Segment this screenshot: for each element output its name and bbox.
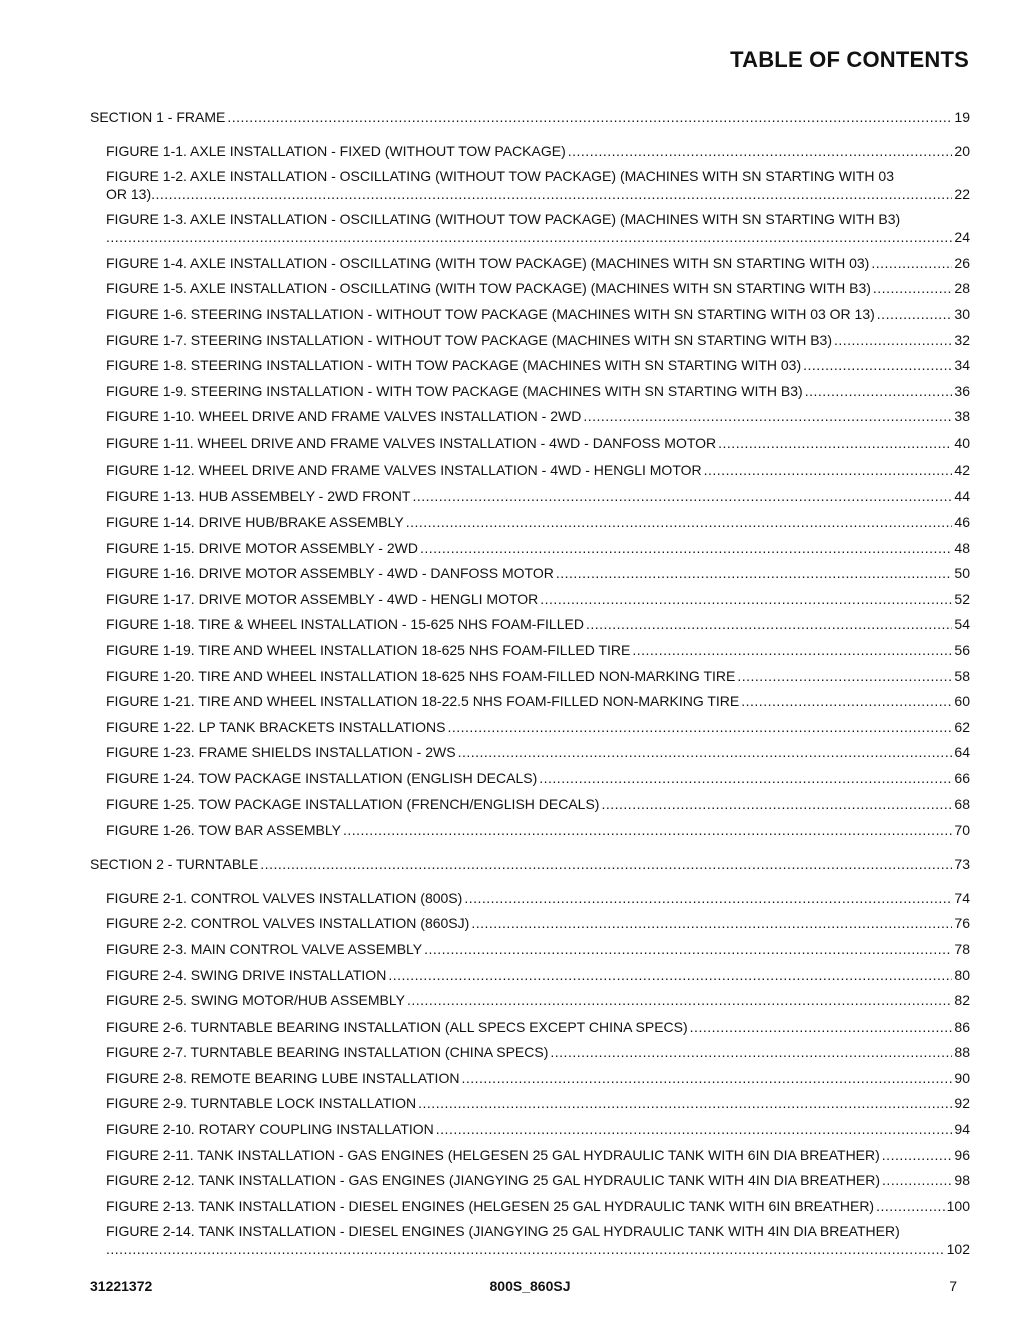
toc-entry-label[interactable]: FIGURE 2-14. TANK INSTALLATION - DIESEL ENGINES (JIANGYING 25 GAL HYDRAULIC TANK WITH 4IN DIA BREATHER) (106, 1223, 900, 1239)
toc-entry-label: FIGURE 1-14. DRIVE HUB/BRAKE ASSEMBLY (106, 514, 404, 530)
dot-leader (556, 565, 953, 582)
toc-entry-label: FIGURE 1-15. DRIVE MOTOR ASSEMBLY - 2WD (106, 540, 418, 556)
toc-entry-page: 44 (954, 488, 970, 504)
toc-entry-page: 30 (954, 306, 970, 322)
toc-entry-label: FIGURE 1-4. AXLE INSTALLATION - OSCILLATING (WITH TOW PACKAGE) (MACHINES WITH SN STARTING WITH 03) (106, 255, 870, 271)
dot-leader (834, 332, 952, 349)
dot-leader (873, 280, 953, 297)
toc-figure-entry[interactable] (106, 642, 970, 659)
dot-leader (447, 719, 952, 736)
toc-figure-entry[interactable] (106, 565, 970, 582)
toc-entry-label: FIGURE 2-4. SWING DRIVE INSTALLATION (106, 967, 387, 983)
dot-leader (260, 856, 952, 873)
toc-entry-page: 100 (946, 1198, 970, 1214)
toc-entry-label: FIGURE 1-13. HUB ASSEMBELY - 2WD FRONT (106, 488, 411, 504)
toc-entry-label: FIGURE 1-7. STEERING INSTALLATION - WITHOUT TOW PACKAGE (MACHINES WITH SN STARTING WITH B3) (106, 332, 832, 348)
toc-entry-label: FIGURE 1-25. TOW PACKAGE INSTALLATION (FRENCH/ENGLISH DECALS) (106, 796, 600, 812)
dot-leader (461, 1070, 952, 1087)
toc-figure-entry[interactable] (106, 822, 970, 839)
toc-entry-page: 76 (954, 915, 970, 931)
toc-figure-entry[interactable] (106, 992, 970, 1009)
toc-figure-entry[interactable] (106, 693, 970, 710)
toc-entry-page: 52 (954, 591, 970, 607)
toc-entry-page: 58 (954, 668, 970, 684)
toc-figure-entry[interactable] (106, 306, 970, 323)
toc-figure-entry[interactable] (106, 1172, 970, 1189)
toc-figure-entry[interactable] (106, 1070, 970, 1087)
toc-figure-entry[interactable] (106, 332, 970, 349)
toc-entry-label: FIGURE 1-11. WHEEL DRIVE AND FRAME VALVES INSTALLATION ‐ 4WD - DANFOSS MOTOR (106, 435, 717, 451)
toc-entry-label[interactable]: FIGURE 1-2. AXLE INSTALLATION - OSCILLATING (WITHOUT TOW PACKAGE) (MACHINES WITH SN STARTING WITH 03 (106, 168, 894, 184)
toc-figure-entry[interactable] (106, 796, 970, 813)
toc-entry-page: 66 (954, 770, 970, 786)
toc-entry-page: 26 (954, 255, 970, 271)
dot-leader (690, 1019, 953, 1036)
toc-entry-page: 40 (954, 435, 970, 451)
dot-leader (418, 1095, 952, 1112)
toc-entry-label: FIGURE 2-5. SWING MOTOR/HUB ASSEMBLY (106, 992, 405, 1008)
toc-entry-page: 98 (954, 1172, 970, 1188)
dot-leader (550, 1044, 952, 1061)
toc-entry-label: FIGURE 1-19. TIRE AND WHEEL INSTALLATION 18-625 NHS FOAM-FILLED TIRE (106, 642, 631, 658)
toc-entry-page: 20 (954, 143, 970, 159)
dot-leader (388, 967, 952, 984)
dot-leader (737, 668, 952, 685)
toc-entry-page: 73 (954, 856, 970, 872)
toc-entry-page: 90 (954, 1070, 970, 1086)
toc-entry-page: 19 (954, 109, 970, 125)
toc-entry-page: 80 (954, 967, 970, 983)
toc-figure-entry[interactable] (106, 383, 970, 400)
toc-entry-page: 46 (954, 514, 970, 530)
dot-leader (882, 1147, 953, 1164)
toc-entry-page: 22 (954, 186, 970, 202)
toc-entry-label: FIGURE 2-7. TURNTABLE BEARING INSTALLATION (CHINA SPECS) (106, 1044, 549, 1060)
toc-entry-label[interactable]: FIGURE 1-3. AXLE INSTALLATION - OSCILLATING (WITHOUT TOW PACKAGE) (MACHINES WITH SN STARTING WITH B3) (106, 211, 901, 227)
dot-leader (632, 642, 952, 659)
toc-entry-label: FIGURE 2-8. REMOTE BEARING LUBE INSTALLATION (106, 1070, 460, 1086)
toc-entry-page: 94 (954, 1121, 970, 1137)
toc-figure-entry[interactable] (106, 744, 970, 761)
dot-leader (458, 744, 953, 761)
toc-entry-label: FIGURE 1-10. WHEEL DRIVE AND FRAME VALVES INSTALLATION - 2WD (106, 408, 582, 424)
toc-entry-label: FIGURE 1-20. TIRE AND WHEEL INSTALLATION 18-625 NHS FOAM-FILLED NON-MARKING TIRE (106, 668, 736, 684)
toc-entry-page: 32 (954, 332, 970, 348)
toc-entry-label: FIGURE 2-6. TURNTABLE BEARING INSTALLATION (ALL SPECS EXCEPT CHINA SPECS) (106, 1019, 688, 1035)
toc-figure-entry[interactable] (106, 668, 970, 685)
dot-leader (871, 255, 952, 272)
toc-entry-page: 68 (954, 796, 970, 812)
dot-leader (540, 591, 952, 608)
toc-entry-page: 38 (954, 408, 970, 424)
toc-entry-page: 62 (954, 719, 970, 735)
toc-entry-page: 50 (954, 565, 970, 581)
toc-entry-label: FIGURE 1-18. TIRE & WHEEL INSTALLATION - 15-625 NHS FOAM-FILLED (106, 616, 584, 632)
toc-entry-continuation[interactable] (106, 1241, 970, 1258)
toc-figure-entry[interactable] (106, 770, 970, 787)
toc-figure-entry[interactable] (106, 616, 970, 633)
toc-entry-page: 60 (954, 693, 970, 709)
toc-entry-label: FIGURE 2-10. ROTARY COUPLING INSTALLATION (106, 1121, 434, 1137)
toc-section-entry[interactable] (90, 109, 970, 126)
dot-leader (601, 796, 952, 813)
toc-entry-label: FIGURE 2-3. MAIN CONTROL VALVE ASSEMBLY (106, 941, 423, 957)
toc-entry-label: FIGURE 2-9. TURNTABLE LOCK INSTALLATION (106, 1095, 417, 1111)
dot-leader (424, 941, 952, 958)
dot-leader (882, 1172, 952, 1189)
toc-entry-label: FIGURE 1-5. AXLE INSTALLATION - OSCILLATING (WITH TOW PACKAGE) (MACHINES WITH SN STARTING WITH B3) (106, 280, 871, 296)
toc-entry-label: FIGURE 2-1. CONTROL VALVES INSTALLATION (800S) (106, 890, 463, 906)
dot-leader (106, 1241, 945, 1258)
dot-leader (412, 488, 952, 505)
toc-entry-page: 96 (954, 1147, 970, 1163)
toc-entry-label-continued: OR 13) (106, 186, 152, 202)
toc-figure-entry[interactable] (106, 462, 970, 479)
toc-entry-page: 64 (954, 744, 970, 760)
toc-figure-entry[interactable] (106, 890, 970, 907)
toc-entry-label: FIGURE 2-12. TANK INSTALLATION - GAS ENGINES (JIANGYING 25 GAL HYDRAULIC TANK WITH 4IN DIA BREATHER) (106, 1172, 881, 1188)
toc-figure-entry[interactable] (106, 280, 970, 297)
toc-entry-page: 70 (954, 822, 970, 838)
toc-figure-entry[interactable] (106, 591, 970, 608)
dot-leader (583, 408, 952, 425)
dot-leader (586, 616, 952, 633)
toc-entry-page: 42 (954, 462, 970, 478)
toc-figure-entry[interactable] (106, 941, 970, 958)
footer-page-number: 7 (949, 1278, 957, 1294)
toc-entry-page: 56 (954, 642, 970, 658)
toc-entry-page: 86 (954, 1019, 970, 1035)
dot-leader (436, 1121, 953, 1138)
toc-entry-page: 34 (954, 357, 970, 373)
toc-figure-entry[interactable] (106, 1198, 970, 1215)
toc-entry-continuation[interactable] (106, 229, 970, 246)
dot-leader (407, 992, 952, 1009)
footer-model: 800S_860SJ (489, 1278, 571, 1294)
toc-entry-label: SECTION 2 - TURNTABLE (90, 856, 259, 872)
toc-section-entry[interactable] (90, 856, 970, 873)
toc-entry-label: FIGURE 1-16. DRIVE MOTOR ASSEMBLY - 4WD - DANFOSS MOTOR (106, 565, 554, 581)
toc-entry-page: 24 (954, 229, 970, 245)
toc-entry-page: 88 (954, 1044, 970, 1060)
dot-leader (718, 435, 952, 452)
toc-figure-entry[interactable] (106, 408, 970, 425)
page-title: TABLE OF CONTENTS (730, 47, 969, 72)
toc-figure-entry[interactable] (106, 1147, 970, 1164)
dot-leader (704, 462, 953, 479)
toc-figure-entry[interactable] (106, 514, 970, 531)
toc-figure-entry[interactable] (106, 1019, 970, 1036)
dot-leader (568, 143, 953, 160)
toc-figure-entry[interactable] (106, 967, 970, 984)
toc-figure-entry[interactable] (106, 143, 970, 160)
dot-leader (151, 186, 952, 203)
toc-entry-label: FIGURE 1-22. LP TANK BRACKETS INSTALLATIONS (106, 719, 446, 735)
toc-entry-page: 102 (946, 1241, 970, 1257)
toc-entry-page: 36 (954, 383, 970, 399)
toc-figure-entry[interactable] (106, 488, 970, 505)
dot-leader (106, 229, 952, 246)
dot-leader (805, 383, 953, 400)
toc-entry-label: FIGURE 1-8. STEERING INSTALLATION - WITH TOW PACKAGE (MACHINES WITH SN STARTING WITH 03) (106, 357, 802, 373)
toc-figure-entry[interactable] (106, 1095, 970, 1112)
toc-figure-entry[interactable] (106, 540, 970, 557)
dot-leader (471, 915, 952, 932)
toc-figure-entry[interactable] (106, 435, 970, 452)
toc-entry-page: 78 (954, 941, 970, 957)
dot-leader (343, 822, 952, 839)
dot-leader (876, 1198, 945, 1215)
footer-doc-number: 31221372 (90, 1278, 153, 1294)
toc-figure-entry[interactable] (106, 357, 970, 374)
dot-leader (406, 514, 953, 531)
dot-leader (803, 357, 952, 374)
toc-figure-entry[interactable] (106, 719, 970, 736)
toc-entry-label: SECTION 1 - FRAME (90, 109, 226, 125)
dot-leader (227, 109, 952, 126)
dot-leader (464, 890, 952, 907)
toc-entry-label: FIGURE 1-24. TOW PACKAGE INSTALLATION (ENGLISH DECALS) (106, 770, 538, 786)
toc-figure-entry[interactable] (106, 915, 970, 932)
toc-entry-label: FIGURE 2-2. CONTROL VALVES INSTALLATION (860SJ) (106, 915, 470, 931)
toc-entry-label: FIGURE 2-11. TANK INSTALLATION - GAS ENGINES (HELGESEN 25 GAL HYDRAULIC TANK WITH 6IN DIA BREATHER) (106, 1147, 880, 1163)
toc-entry-label: FIGURE 1-9. STEERING INSTALLATION - WITH TOW PACKAGE (MACHINES WITH SN STARTING WITH B3) (106, 383, 803, 399)
toc-entry-label: FIGURE 1-21. TIRE AND WHEEL INSTALLATION 18-22.5 NHS FOAM-FILLED NON-MARKING TIRE (106, 693, 740, 709)
dot-leader (539, 770, 952, 787)
toc-entry-label: FIGURE 1-12. WHEEL DRIVE AND FRAME VALVES INSTALLATION - 4WD - HENGLI MOTOR (106, 462, 702, 478)
toc-entry-page: 82 (954, 992, 970, 1008)
toc-entry-page: 28 (954, 280, 970, 296)
toc-entry-label: FIGURE 1-17. DRIVE MOTOR ASSEMBLY - 4WD - HENGLI MOTOR (106, 591, 539, 607)
toc-entry-label: FIGURE 2-13. TANK INSTALLATION - DIESEL ENGINES (HELGESEN 25 GAL HYDRAULIC TANK WITH 6IN BREATHER) (106, 1198, 875, 1214)
dot-leader (877, 306, 953, 323)
toc-entry-label: FIGURE 1-1. AXLE INSTALLATION - FIXED (WITHOUT TOW PACKAGE) (106, 143, 566, 159)
toc-entry-page: 74 (954, 890, 970, 906)
toc-figure-entry[interactable] (106, 1044, 970, 1061)
toc-entry-label: FIGURE 1-6. STEERING INSTALLATION - WITHOUT TOW PACKAGE (MACHINES WITH SN STARTING WITH 03 OR 13) (106, 306, 875, 322)
toc-figure-entry[interactable] (106, 1121, 970, 1138)
toc-figure-entry[interactable] (106, 255, 970, 272)
dot-leader (741, 693, 952, 710)
toc-entry-label: FIGURE 1-23. FRAME SHIELDS INSTALLATION - 2WS (106, 744, 456, 760)
toc-entry-page: 48 (954, 540, 970, 556)
toc-entry-page: 54 (954, 616, 970, 632)
toc-entry-label: FIGURE 1-26. TOW BAR ASSEMBLY (106, 822, 341, 838)
toc-entry-page: 92 (954, 1095, 970, 1111)
toc-entry-continuation[interactable] (106, 186, 970, 203)
dot-leader (420, 540, 952, 557)
